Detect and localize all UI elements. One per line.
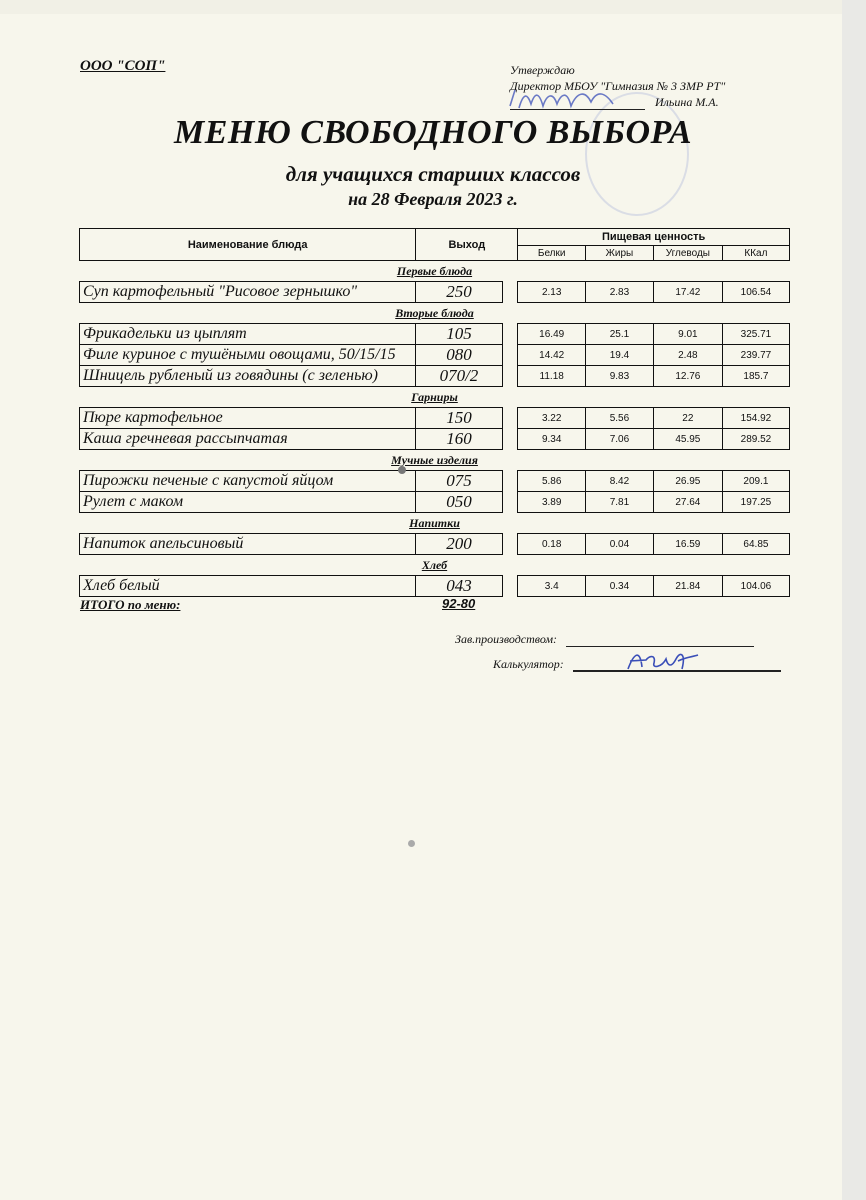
cell-gap [502, 429, 518, 450]
dish-carbs: 27.64 [653, 492, 722, 513]
header-dish-name: Наименование блюда [80, 229, 416, 261]
calculator-signature [620, 645, 710, 675]
dish-carbs: 26.95 [653, 471, 722, 492]
dish-protein: 9.34 [518, 429, 586, 450]
table-row [80, 324, 790, 345]
cell-gap [502, 366, 518, 387]
section-title: Первые блюда [396, 263, 473, 278]
header-nutrition: Пищевая ценность [518, 229, 790, 246]
dish-name: Шницель рубленый из говядины (с зеленью) [80, 366, 416, 387]
dish-kcal: 104.06 [722, 576, 789, 597]
dish-protein: 2.13 [518, 282, 586, 303]
dish-fat: 2.83 [586, 282, 654, 303]
dish-protein: 3.22 [518, 408, 586, 429]
dish-name: Пирожки печеные с капустой яйцом [80, 471, 416, 492]
dish-name: Рулет с маком [80, 492, 416, 513]
director-signature [505, 84, 645, 114]
table-header-row [80, 229, 790, 246]
dish-fat: 0.04 [586, 534, 654, 555]
approve-name: Ильина М.А. [655, 95, 719, 109]
menu-table [79, 228, 790, 597]
dish-output: 150 [416, 408, 502, 429]
total-label: ИТОГО по меню: [80, 597, 181, 612]
cell-gap [502, 408, 518, 429]
cell-gap [502, 345, 518, 366]
dish-protein: 3.89 [518, 492, 586, 513]
approve-label: Утверждаю [510, 63, 575, 77]
dish-kcal: 325.71 [722, 324, 789, 345]
dish-carbs: 2.48 [653, 345, 722, 366]
dish-kcal: 64.85 [722, 534, 789, 555]
dish-output: 075 [416, 471, 502, 492]
dish-name: Филе куриное с тушёными овощами, 50/15/15 [80, 345, 416, 366]
dish-kcal: 239.77 [722, 345, 789, 366]
section-header-row [80, 450, 790, 471]
dish-carbs: 16.59 [653, 534, 722, 555]
cell-gap [502, 282, 518, 303]
menu-body [80, 261, 790, 597]
dish-name: Пюре картофельное [80, 408, 416, 429]
table-row [80, 576, 790, 597]
cell-gap [502, 471, 518, 492]
menu-date: на 28 Февраля 2023 г. [348, 189, 518, 209]
production-sign-label: Зав.производством: [455, 632, 558, 646]
dish-fat: 7.06 [586, 429, 654, 450]
header-output: Выход [416, 229, 518, 261]
header-fat: Жиры [586, 246, 654, 261]
table-row [80, 366, 790, 387]
dish-fat: 19.4 [586, 345, 654, 366]
cell-gap [502, 534, 518, 555]
dish-carbs: 9.01 [653, 324, 722, 345]
dish-name: Суп картофельный "Рисовое зернышко" [80, 282, 416, 303]
header-carbs: Углеводы [653, 246, 722, 261]
cell-gap [502, 576, 518, 597]
dish-protein: 3.4 [518, 576, 586, 597]
header-protein: Белки [518, 246, 586, 261]
dish-name: Каша гречневая рассыпчатая [80, 429, 416, 450]
calculator-sign-label: Калькулятор: [493, 657, 564, 671]
dish-name: Напиток апельсиновый [80, 534, 416, 555]
organization-name: ООО "СОП" [80, 58, 166, 74]
dish-fat: 8.42 [586, 471, 654, 492]
dish-carbs: 12.76 [653, 366, 722, 387]
table-row [80, 534, 790, 555]
approve-position: Директор МБОУ "Гимназия № 3 ЗМР РТ" [510, 79, 726, 93]
dish-name: Хлеб белый [80, 576, 416, 597]
section-header-row [80, 387, 790, 408]
section-title: Напитки [409, 515, 460, 530]
scan-top-edge [0, 0, 866, 14]
dish-protein: 11.18 [518, 366, 586, 387]
dish-carbs: 21.84 [653, 576, 722, 597]
dish-output: 050 [416, 492, 502, 513]
section-header-row [80, 303, 790, 324]
dish-output: 070/2 [416, 366, 502, 387]
dish-kcal: 197.25 [722, 492, 789, 513]
section-title: Гарниры [411, 389, 458, 404]
total-value: 92-80 [442, 596, 476, 611]
dish-output: 200 [416, 534, 502, 555]
cell-gap [502, 492, 518, 513]
dish-protein: 14.42 [518, 345, 586, 366]
dish-kcal: 209.1 [722, 471, 789, 492]
dish-output: 160 [416, 429, 502, 450]
dish-carbs: 22 [653, 408, 722, 429]
dish-name: Фрикадельки из цыплят [80, 324, 416, 345]
table-row [80, 492, 790, 513]
section-header-row [80, 261, 790, 282]
table-row [80, 429, 790, 450]
section-title: Мучные изделия [391, 452, 478, 467]
scan-dot [398, 466, 406, 474]
dish-carbs: 45.95 [653, 429, 722, 450]
section-title: Вторые блюда [395, 305, 474, 320]
cell-gap [502, 324, 518, 345]
section-header-row [80, 513, 790, 534]
dish-fat: 7.81 [586, 492, 654, 513]
page-title: МЕНЮ СВОБОДНОГО ВЫБОРА [174, 114, 692, 151]
dish-protein: 5.86 [518, 471, 586, 492]
dish-output: 105 [416, 324, 502, 345]
section-header-row [80, 555, 790, 576]
dish-output: 250 [416, 282, 502, 303]
dish-carbs: 17.42 [653, 282, 722, 303]
dish-fat: 9.83 [586, 366, 654, 387]
header-kcal: ККал [722, 246, 789, 261]
table-row [80, 471, 790, 492]
table-row [80, 408, 790, 429]
section-title: Хлеб [421, 557, 448, 572]
dish-fat: 25.1 [586, 324, 654, 345]
dish-kcal: 106.54 [722, 282, 789, 303]
dish-fat: 5.56 [586, 408, 654, 429]
dish-kcal: 185.7 [722, 366, 789, 387]
dish-protein: 0.18 [518, 534, 586, 555]
dish-output: 043 [416, 576, 502, 597]
scan-dot [408, 840, 415, 847]
dish-fat: 0.34 [586, 576, 654, 597]
dish-kcal: 289.52 [722, 429, 789, 450]
page-subtitle: для учащихся старших классов [285, 162, 581, 186]
dish-kcal: 154.92 [722, 408, 789, 429]
dish-protein: 16.49 [518, 324, 586, 345]
dish-output: 080 [416, 345, 502, 366]
table-row [80, 282, 790, 303]
table-row [80, 345, 790, 366]
